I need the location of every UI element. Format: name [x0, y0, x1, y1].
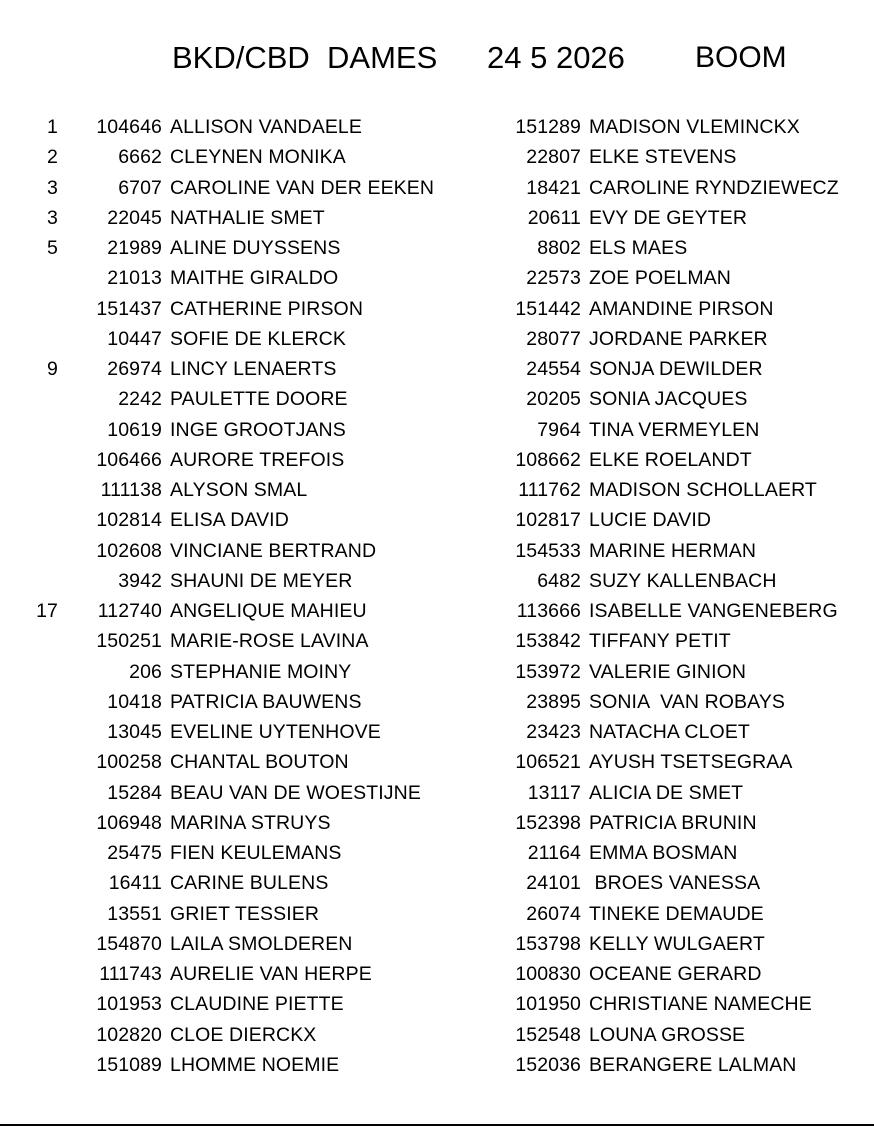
right-player-name: TIFFANY PETIT: [589, 630, 731, 653]
left-player-id: 101953: [96, 993, 162, 1016]
left-player-id: 150251: [96, 630, 162, 653]
left-player-name: CHANTAL BOUTON: [170, 751, 349, 774]
right-player-id: 152398: [515, 811, 581, 834]
left-player-id: 26974: [107, 358, 162, 380]
rank-number: 3: [47, 206, 58, 229]
right-player-name: ELS MAES: [589, 237, 688, 259]
left-player-id: 10418: [107, 690, 162, 713]
right-player-id: 24554: [526, 358, 581, 380]
left-player-id: 151089: [96, 1053, 162, 1076]
player-row: [0, 566, 874, 596]
right-player-id: 152548: [515, 1023, 581, 1046]
right-player-name: CHRISTIANE NAMECHE: [589, 993, 812, 1016]
right-player-name: AMANDINE PIRSON: [589, 297, 774, 320]
left-player-id: 100258: [96, 751, 162, 774]
right-player-name: ISABELLE VANGENEBERG: [589, 600, 838, 622]
left-player-name: GRIET TESSIER: [170, 902, 320, 925]
rank-number: 3: [47, 176, 58, 199]
player-row: [0, 899, 874, 929]
player-row: [0, 505, 874, 535]
left-player-name: LINCY LENAERTS: [170, 358, 337, 380]
right-player-name: ZOE POELMAN: [589, 267, 731, 290]
left-player-id: 15284: [107, 781, 162, 804]
left-player-name: CLOE DIERCKX: [170, 1023, 317, 1046]
right-player-id: 8802: [537, 237, 581, 259]
right-player-id: 152036: [515, 1053, 581, 1076]
left-player-name: NATHALIE SMET: [170, 206, 325, 229]
left-player-id: 111743: [99, 963, 162, 985]
right-player-name: EVY DE GEYTER: [589, 206, 748, 229]
player-row: [0, 173, 874, 203]
document-title: BKD/CBD DAMES: [172, 40, 438, 75]
right-player-id: 20611: [527, 206, 581, 229]
left-player-name: BEAU VAN DE WOESTIJNE: [170, 781, 421, 804]
player-row: [0, 233, 874, 263]
left-player-name: AURORE TREFOIS: [170, 448, 345, 471]
player-row: [0, 989, 874, 1019]
right-player-name: JORDANE PARKER: [589, 327, 768, 350]
right-player-id: 153972: [515, 660, 581, 683]
left-player-id: 106948: [96, 811, 162, 834]
right-player-name: LOUNA GROSSE: [589, 1023, 746, 1046]
left-player-id: 106466: [96, 448, 162, 471]
left-player-id: 10619: [107, 418, 162, 441]
player-row: [0, 929, 874, 959]
left-player-name: EVELINE UYTENHOVE: [170, 721, 381, 743]
left-player-id: 25475: [107, 842, 162, 864]
right-player-id: 23895: [526, 690, 581, 713]
left-player-name: ANGELIQUE MAHIEU: [170, 600, 367, 622]
left-player-id: 151437: [96, 297, 162, 320]
left-player-name: STEPHANIE MOINY: [170, 660, 352, 683]
player-row: [0, 657, 874, 687]
player-row: [0, 354, 874, 384]
left-player-id: 154870: [96, 932, 162, 955]
player-row: [0, 626, 874, 656]
player-row: [0, 384, 874, 414]
right-player-name: SONJA DEWILDER: [589, 358, 763, 380]
right-player-name: EMMA BOSMAN: [589, 842, 738, 864]
right-player-id: 6482: [537, 569, 581, 592]
left-player-id: 13045: [107, 721, 162, 743]
right-player-name: PATRICIA BRUNIN: [589, 811, 757, 834]
rank-number: 5: [47, 237, 58, 259]
right-player-id: 20205: [526, 388, 581, 411]
left-player-name: ALINE DUYSSENS: [170, 237, 341, 259]
right-player-name: MADISON SCHOLLAERT: [589, 479, 817, 501]
right-player-name: LUCIE DAVID: [589, 509, 712, 532]
left-player-id: 3942: [118, 569, 162, 592]
right-player-name: TINA VERMEYLEN: [589, 418, 760, 441]
left-player-name: MARIE-ROSE LAVINA: [170, 630, 369, 653]
left-player-name: ALYSON SMAL: [170, 479, 308, 501]
player-row: [0, 112, 874, 142]
left-player-id: 10447: [107, 327, 162, 350]
left-player-name: ELISA DAVID: [170, 509, 289, 532]
player-row: [0, 778, 874, 808]
player-row: [0, 415, 874, 445]
player-row: [0, 717, 874, 747]
player-row: [0, 1050, 874, 1080]
left-player-name: LAILA SMOLDEREN: [170, 932, 353, 955]
right-player-id: 153842: [515, 630, 581, 653]
player-row: [0, 263, 874, 293]
right-player-id: 23423: [526, 721, 581, 743]
player-row: [0, 142, 874, 172]
right-player-id: 111762: [518, 479, 581, 501]
right-player-id: 24101: [526, 872, 581, 895]
right-player-name: ELKE ROELANDT: [589, 448, 752, 471]
right-player-id: 151442: [515, 297, 581, 320]
left-player-name: SOFIE DE KLERCK: [170, 327, 346, 350]
right-player-id: 153798: [515, 932, 581, 955]
right-player-name: CAROLINE RYNDZIEWECZ: [589, 176, 839, 199]
right-player-id: 102817: [515, 509, 581, 532]
right-player-name: OCEANE GERARD: [589, 963, 762, 985]
player-list: [0, 112, 874, 1080]
player-row: [0, 838, 874, 868]
player-row: [0, 959, 874, 989]
left-player-name: MARINA STRUYS: [170, 811, 331, 834]
player-row: [0, 747, 874, 777]
left-player-name: INGE GROOTJANS: [170, 418, 346, 441]
left-player-id: 206: [129, 660, 162, 683]
bottom-rule: [0, 1124, 874, 1126]
player-row: [0, 596, 874, 626]
player-row: [0, 203, 874, 233]
left-player-id: 102820: [96, 1023, 162, 1046]
event-location: BOOM: [695, 41, 787, 74]
right-player-id: 13117: [527, 781, 581, 804]
player-row: [0, 687, 874, 717]
right-player-id: 154533: [515, 539, 581, 562]
right-player-name: ALICIA DE SMET: [589, 781, 744, 804]
player-row: [0, 868, 874, 898]
right-player-name: SONIA VAN ROBAYS: [589, 690, 786, 713]
right-player-name: BERANGERE LALMAN: [589, 1053, 797, 1076]
right-player-id: 113666: [516, 600, 581, 622]
right-player-id: 100830: [515, 963, 581, 985]
left-player-id: 21989: [107, 237, 162, 259]
right-player-id: 28077: [526, 327, 581, 350]
right-player-id: 22807: [526, 146, 581, 169]
left-player-name: VINCIANE BERTRAND: [170, 539, 377, 562]
player-row: [0, 445, 874, 475]
left-player-id: 102814: [96, 509, 162, 532]
left-player-name: CAROLINE VAN DER EEKEN: [170, 176, 435, 199]
right-player-id: 101950: [515, 993, 581, 1016]
left-player-name: AURELIE VAN HERPE: [170, 963, 372, 985]
rank-number: 2: [47, 146, 58, 169]
player-row: [0, 324, 874, 354]
left-player-id: 111138: [100, 479, 162, 501]
document-header: [0, 34, 874, 82]
left-player-name: CLEYNEN MONIKA: [170, 146, 346, 169]
right-player-name: TINEKE DEMAUDE: [589, 902, 764, 925]
left-player-name: CARINE BULENS: [170, 872, 329, 895]
right-player-id: 21164: [527, 842, 581, 864]
right-player-name: ELKE STEVENS: [589, 146, 737, 169]
left-player-name: PAULETTE DOORE: [170, 388, 348, 411]
right-player-id: 26074: [526, 902, 581, 925]
right-player-name: BROES VANESSA: [589, 872, 761, 895]
player-row: [0, 808, 874, 838]
left-player-name: ALLISON VANDAELE: [170, 116, 362, 138]
player-row: [0, 294, 874, 324]
left-player-id: 102608: [96, 539, 162, 562]
event-date: 24 5 2026: [487, 40, 625, 75]
right-player-name: AYUSH TSETSEGRAA: [589, 751, 793, 774]
rank-number: 1: [47, 116, 58, 138]
right-player-name: KELLY WULGAERT: [589, 932, 765, 955]
right-player-id: 18421: [526, 176, 581, 199]
player-row: [0, 536, 874, 566]
right-player-id: 108662: [515, 448, 581, 471]
right-player-name: NATACHA CLOET: [589, 721, 750, 743]
player-row: [0, 1020, 874, 1050]
left-player-name: CATHERINE PIRSON: [170, 297, 364, 320]
left-player-id: 112740: [97, 600, 162, 622]
left-player-id: 13551: [107, 902, 162, 925]
left-player-name: CLAUDINE PIETTE: [170, 993, 344, 1016]
right-player-name: SONIA JACQUES: [589, 388, 748, 411]
left-player-name: LHOMME NOEMIE: [170, 1053, 340, 1076]
right-player-id: 106521: [515, 751, 581, 774]
left-player-id: 6662: [118, 146, 162, 169]
left-player-id: 16411: [108, 872, 162, 895]
left-player-name: FIEN KEULEMANS: [170, 842, 342, 864]
left-player-id: 104646: [96, 116, 162, 138]
left-player-id: 22045: [107, 206, 162, 229]
right-player-name: MADISON VLEMINCKX: [589, 116, 800, 138]
left-player-name: PATRICIA BAUWENS: [170, 690, 362, 713]
left-player-id: 6707: [118, 176, 162, 199]
right-player-name: MARINE HERMAN: [589, 539, 757, 562]
right-player-name: SUZY KALLENBACH: [589, 569, 777, 592]
left-player-name: MAITHE GIRALDO: [170, 267, 339, 290]
left-player-id: 2242: [118, 388, 162, 411]
right-player-id: 7964: [537, 418, 581, 441]
right-player-id: 151289: [515, 116, 581, 138]
right-player-id: 22573: [526, 267, 581, 290]
player-row: [0, 475, 874, 505]
left-player-name: SHAUNI DE MEYER: [170, 569, 353, 592]
right-player-name: VALERIE GINION: [589, 660, 747, 683]
rank-number: 9: [47, 358, 58, 380]
left-player-id: 21013: [107, 267, 162, 290]
rank-number: 17: [36, 600, 58, 622]
